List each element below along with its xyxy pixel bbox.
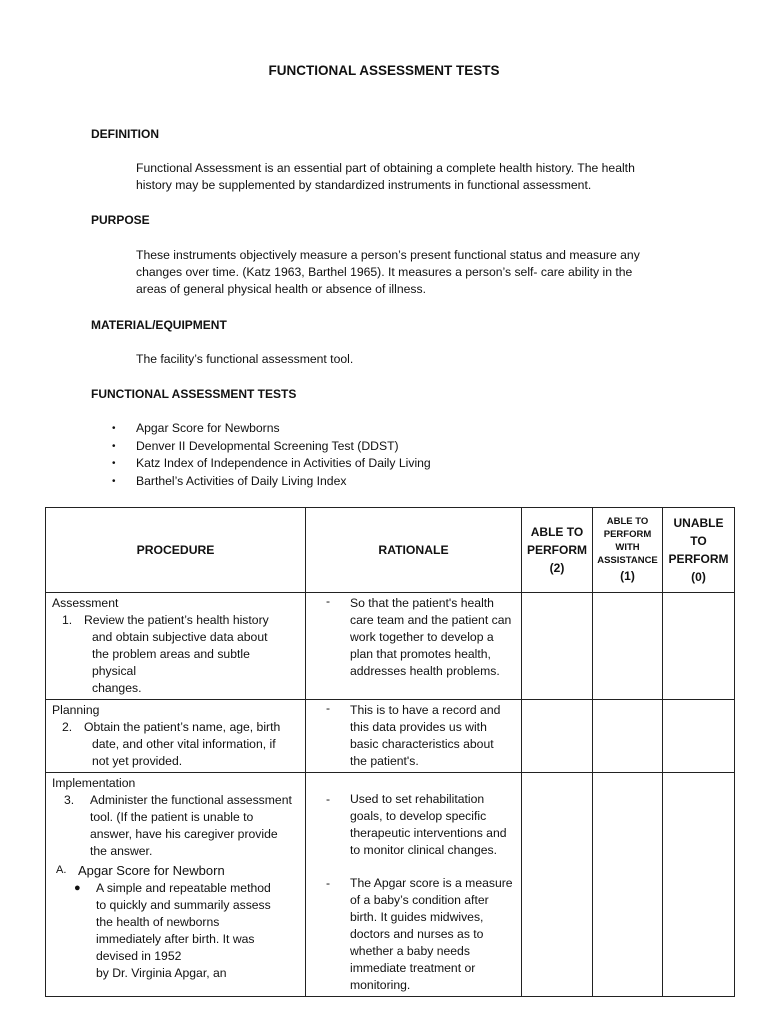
material-text bbox=[136, 351, 666, 368]
list-item bbox=[112, 473, 431, 491]
list-item: ● A simple and repeatable method to quickly and summarily assess the health of newborns immediately after birth. It was devised in 1952 by Dr. Virginia Apgar, an bbox=[74, 881, 271, 980]
list-item bbox=[112, 438, 431, 456]
score-able-cell[interactable] bbox=[522, 593, 593, 700]
purpose-line: changes over time. (Katz 1963, Barthel 1965). It measures a person’s self- care ability in the bbox=[136, 265, 633, 279]
score-assist-cell[interactable] bbox=[593, 700, 663, 773]
rationale-cell: - So that the patient's health care team and the patient can work together to develop a plan that promotes health, addresses health problems. bbox=[306, 593, 522, 700]
definition-line: history may be supplemented by standardized instruments in functional assessment. bbox=[136, 178, 592, 192]
rationale-cell: - Used to set rehabilitation goals, to develop specific therapeutic interventions and to monitor clinical changes. - The Apgar score is a measure of a baby’s condition after birth. It guides midwives, doctors and nurses as to whether a baby needs immediate treatment or monitoring. bbox=[306, 773, 522, 997]
bullet-icon: • bbox=[112, 440, 116, 452]
score-assist-cell[interactable] bbox=[593, 593, 663, 700]
bullet-icon: • bbox=[112, 423, 116, 434]
procedure-table bbox=[45, 507, 735, 997]
list-item bbox=[112, 455, 431, 473]
header-assist: ABLE TO PERFORM WITH ASSISTANCE (1) bbox=[593, 508, 663, 593]
section-label: Planning bbox=[52, 703, 100, 717]
document-title: FUNCTIONAL ASSESSMENT TESTS bbox=[268, 63, 500, 78]
tests-list bbox=[112, 420, 431, 490]
table-row bbox=[46, 593, 735, 700]
score-able-cell[interactable] bbox=[522, 700, 593, 773]
score-able-cell[interactable] bbox=[522, 773, 593, 997]
header-rationale: RATIONALE bbox=[306, 508, 522, 593]
header-procedure: PROCEDURE bbox=[46, 508, 306, 593]
rationale-cell: - This is to have a record and this data provides us with basic characteristics about the patient's. bbox=[306, 700, 522, 773]
step-item: 1. Review the patient’s health history and obtain subjective data about the problem areas and subtle physical changes. bbox=[62, 613, 269, 695]
procedure-cell bbox=[46, 593, 306, 700]
purpose-heading: PURPOSE bbox=[91, 213, 150, 227]
definition-line: Functional Assessment is an essential part of obtaining a complete health history. The health bbox=[136, 161, 635, 175]
table-header-row bbox=[46, 508, 735, 593]
purpose-line: These instruments objectively measure a person’s present functional status and measure any bbox=[136, 248, 640, 262]
bullet-icon: • bbox=[112, 458, 116, 469]
table-row bbox=[46, 773, 735, 997]
score-assist-cell[interactable] bbox=[593, 773, 663, 997]
header-unable: UNABLE TO PERFORM (0) bbox=[663, 508, 735, 593]
purpose-text bbox=[136, 247, 666, 298]
procedure-cell bbox=[46, 773, 306, 997]
definition-text bbox=[136, 160, 666, 194]
score-unable-cell[interactable] bbox=[663, 700, 735, 773]
score-unable-cell[interactable] bbox=[663, 593, 735, 700]
purpose-line: areas of general physical health or absence of illness. bbox=[136, 282, 426, 296]
bullet-icon: ● bbox=[74, 882, 81, 894]
header-able: ABLE TO PERFORM (2) bbox=[522, 508, 593, 593]
definition-heading: DEFINITION bbox=[91, 127, 159, 141]
tests-heading: FUNCTIONAL ASSESSMENT TESTS bbox=[91, 387, 297, 401]
material-line: The facility’s functional assessment tool. bbox=[136, 352, 354, 366]
bullet-icon: • bbox=[112, 475, 116, 487]
list-item-text: Apgar Score for Newborns bbox=[136, 421, 280, 435]
material-heading: MATERIAL/EQUIPMENT bbox=[91, 318, 227, 332]
step-item: 3. Administer the functional assessment tool. (If the patient is unable to answer, have his caregiver provide the answer. bbox=[64, 793, 292, 858]
sub-heading: A. Apgar Score for Newborn bbox=[56, 863, 225, 878]
procedure-cell bbox=[46, 700, 306, 773]
section-label: Assessment bbox=[52, 596, 119, 610]
list-item-text: Denver II Developmental Screening Test (DDST) bbox=[136, 438, 399, 453]
step-item: 2. Obtain the patient’s name, age, birth date, and other vital information, if not yet provided. bbox=[62, 720, 281, 768]
list-item-text: Barthel’s Activities of Daily Living Index bbox=[136, 473, 347, 488]
section-label: Implementation bbox=[52, 776, 136, 790]
list-item bbox=[112, 420, 431, 438]
list-item-text: Katz Index of Independence in Activities of Daily Living bbox=[136, 456, 431, 470]
table-row bbox=[46, 700, 735, 773]
score-unable-cell[interactable] bbox=[663, 773, 735, 997]
